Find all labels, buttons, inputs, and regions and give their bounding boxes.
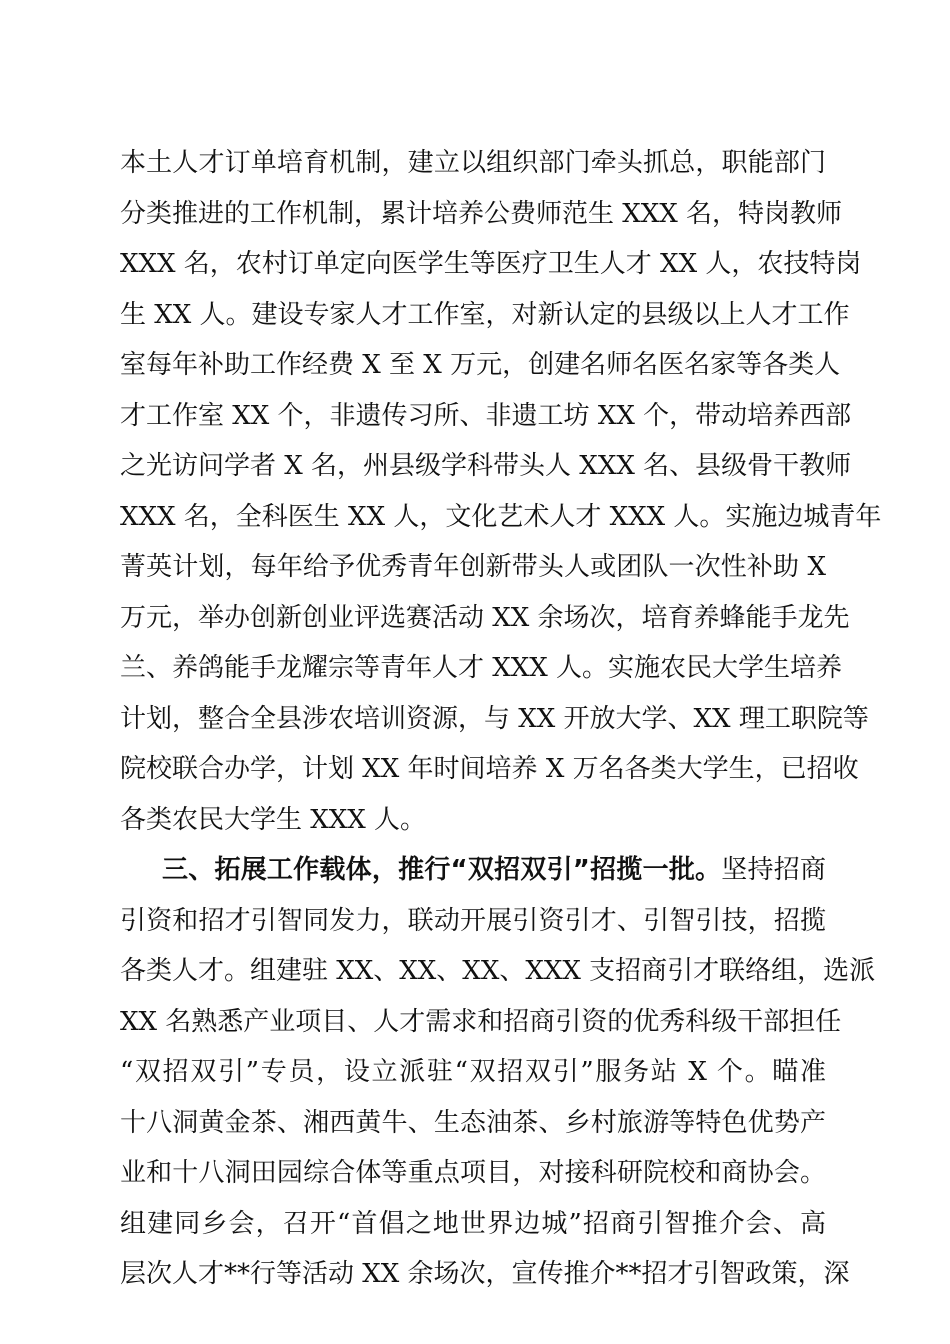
heading-line-rest: 坚持招商 xyxy=(721,855,826,885)
text-line: XXX 名，农村订单定向医学生等医疗卫生人才 XX 人，农技特岗 xyxy=(120,249,862,279)
text-line: 兰、养鸽能手龙耀宗等青年人才 XXX 人。实施农民大学生培养 xyxy=(120,653,843,683)
text-line: 才工作室 XX 个，非遗传习所、非遗工坊 XX 个，带动培养西部 xyxy=(120,401,852,431)
text-line: 生 XX 人。建设专家人才工作室，对新认定的县级以上人才工作 xyxy=(120,300,850,330)
text-line: 本土人才订单培育机制，建立以组织部门牵头抓总，职能部门 xyxy=(120,148,826,178)
text-line: 业和十八洞田园综合体等重点项目，对接科研院校和商协会。 xyxy=(120,1158,826,1188)
text-line: 万元，举办创新创业评选赛活动 XX 余场次，培育养蜂能手龙先 xyxy=(120,603,850,633)
text-line: 院校联合办学，计划 XX 年时间培养 X 万名各类大学生，已招收 xyxy=(120,754,859,784)
text-line: 层次人才**行等活动 XX 余场次，宣传推介**招才引智政策，深 xyxy=(120,1259,850,1289)
text-line: 之光访问学者 X 名，州县级学科带头人 XXX 名、县级骨干教师 xyxy=(120,451,852,481)
text-line: XX 名熟悉产业项目、人才需求和招商引资的优秀科级干部担任 xyxy=(120,1007,842,1037)
text-line: 组建同乡会，召开“首倡之地世界边城”招商引智推介会、高 xyxy=(120,1209,826,1239)
text-line: 各类农民大学生 XXX 人。 xyxy=(120,805,427,835)
text-line: XXX 名，全科医生 XX 人，文化艺术人才 XXX 人。实施边城青年 xyxy=(120,502,882,532)
text-line: 菁英计划，每年给予优秀青年创新带头人或团队一次性补助 X xyxy=(120,552,826,582)
text-line: 各类人才。组建驻 XX、XX、XX、XXX 支招商引才联络组，选派 xyxy=(120,956,876,986)
text-line: 计划，整合全县涉农培训资源，与 XX 开放大学、XX 理工职院等 xyxy=(120,704,869,734)
text-line: 十八洞黄金茶、湘西黄牛、生态油茶、乡村旅游等特色优势产 xyxy=(120,1108,826,1138)
text-line: “双招双引”专员，设立派驻“双招双引”服务站 X 个。瞄准 xyxy=(120,1057,826,1087)
text-line: 引资和招才引智同发力，联动开展引资引才、引智引技，招揽 xyxy=(120,906,826,936)
section-heading-line xyxy=(162,851,826,889)
text-line: 室每年补助工作经费 X 至 X 万元，创建名师名医名家等各类人 xyxy=(120,350,841,380)
section-heading: 三、拓展工作载体，推行“双招双引”招揽一批。 xyxy=(162,855,722,885)
text-line: 分类推进的工作机制，累计培养公费师范生 XXX 名，特岗教师 xyxy=(120,199,843,229)
